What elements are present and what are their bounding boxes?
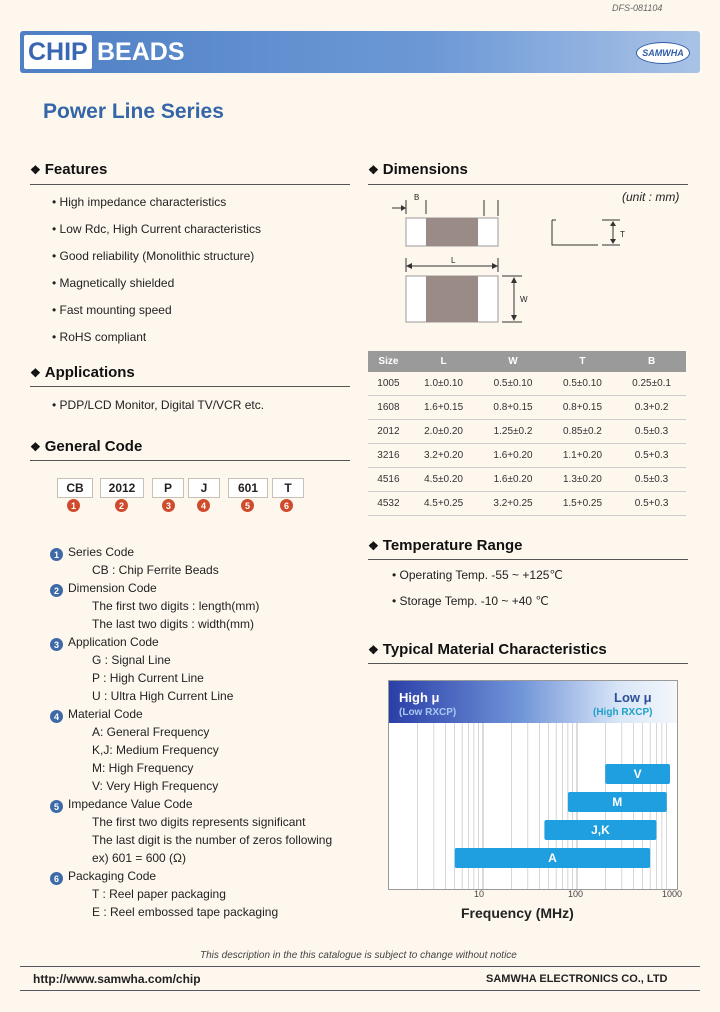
logo-text: SAMWHA xyxy=(642,48,684,58)
temperature-divider xyxy=(368,559,688,560)
chip-top-view xyxy=(392,200,498,246)
dimensions-unit: (unit : mm) xyxy=(622,190,680,204)
features-heading xyxy=(30,161,107,178)
header-beads-label: BEADS xyxy=(97,38,185,66)
entry-heading: Dimension Code xyxy=(68,581,157,595)
table-cell: 1.6±0.20 xyxy=(478,468,547,492)
column-header: W xyxy=(478,351,547,372)
features-divider xyxy=(30,184,350,185)
header-chip-label: CHIP xyxy=(24,35,92,69)
temperature-title: Temperature Range xyxy=(382,537,523,554)
column-header: T xyxy=(548,351,617,372)
frequency-axis-label: Frequency (MHz) xyxy=(461,905,574,921)
feature-item-text: Fast mounting speed xyxy=(59,303,172,317)
entry-detail: V: Very High Frequency xyxy=(92,779,219,793)
feature-item xyxy=(52,249,254,263)
bullet: • xyxy=(52,195,60,209)
diamond-bullet-icon: ❖ xyxy=(30,366,41,380)
table-row xyxy=(368,420,686,444)
entry-detail: The first two digits : length(mm) xyxy=(92,599,260,613)
table-cell: 2.0±0.20 xyxy=(409,420,478,444)
application-item-text: PDP/LCD Monitor, Digital TV/VCR etc. xyxy=(59,398,265,412)
table-cell: 1.6+0.20 xyxy=(478,444,547,468)
entry-detail: P : High Current Line xyxy=(92,671,204,685)
material-heading xyxy=(368,641,607,658)
label-w: W xyxy=(520,295,528,304)
label-b: B xyxy=(414,193,420,202)
table-cell: 0.3+0.2 xyxy=(617,396,686,420)
entry-detail: ex) 601 = 600 (Ω) xyxy=(92,851,187,865)
feature-item-text: Good reliability (Monolithic structure) xyxy=(59,249,255,263)
feature-item xyxy=(52,303,172,317)
feature-item xyxy=(52,276,174,290)
temperature-heading xyxy=(368,537,523,554)
table-cell: 0.25±0.1 xyxy=(617,372,686,396)
table-row xyxy=(368,444,686,468)
operating-temp: • Operating Temp. -55 ~ +125℃ xyxy=(392,568,563,582)
samwha-logo xyxy=(636,42,690,64)
table-cell: 0.5+0.3 xyxy=(617,492,686,516)
table-cell: 4532 xyxy=(368,492,409,516)
dimensions-table-body xyxy=(368,372,686,516)
column-header: L xyxy=(409,351,478,372)
application-item: • PDP/LCD Monitor, Digital TV/VCR etc. xyxy=(52,398,265,412)
operating-temp-text: Operating Temp. -55 ~ +125℃ xyxy=(399,568,563,582)
general-code-divider xyxy=(30,460,350,461)
dimensions-heading xyxy=(368,161,468,178)
feature-item-text: Magnetically shielded xyxy=(59,276,175,290)
low-rxcp-label: (Low RXCP) xyxy=(399,707,457,718)
material-title: Typical Material Characteristics xyxy=(382,641,607,658)
entry-detail: T : Reel paper packaging xyxy=(92,887,226,901)
entry-number-6: 6 xyxy=(50,872,63,885)
material-chart xyxy=(388,680,678,890)
feature-item-text: Low Rdc, High Current characteristics xyxy=(59,222,261,236)
general-code-heading xyxy=(30,438,142,455)
entry-detail: A: General Frequency xyxy=(92,725,210,739)
feature-item xyxy=(52,222,261,236)
table-row xyxy=(368,468,686,492)
entry-heading: Impedance Value Code xyxy=(68,797,193,811)
diamond-bullet-icon: ❖ xyxy=(30,163,41,177)
table-cell: 0.5±0.3 xyxy=(617,420,686,444)
applications-divider xyxy=(30,386,350,387)
storage-temp: • Storage Temp. -10 ~ +40 ℃ xyxy=(392,594,549,608)
table-cell: 0.85±0.2 xyxy=(548,420,617,444)
entry-detail: K,J: Medium Frequency xyxy=(92,743,219,757)
entry-heading: Packaging Code xyxy=(68,869,157,883)
bullet: • xyxy=(52,276,60,290)
chart-bar-label: A xyxy=(548,851,557,865)
bullet: • xyxy=(52,303,60,317)
footer-rule-top xyxy=(20,966,700,967)
x-tick-label: 100 xyxy=(568,889,584,899)
entry-detail: The last two digits : width(mm) xyxy=(92,617,255,631)
dimensions-table-header xyxy=(368,351,686,372)
table-cell: 1608 xyxy=(368,396,409,420)
chart-bar-label: J,K xyxy=(591,823,610,837)
dimension-drawing xyxy=(380,190,640,330)
dimensions-table xyxy=(368,351,686,516)
document-code: DFS-081104 xyxy=(612,3,663,13)
general-code-title: General Code xyxy=(44,438,143,455)
entry-heading: Application Code xyxy=(68,635,159,649)
low-mu-label: Low μ xyxy=(614,690,652,705)
diamond-bullet-icon: ❖ xyxy=(368,539,379,553)
entry-heading: Material Code xyxy=(68,707,143,721)
code-number-4: 4 xyxy=(197,499,210,512)
code-box-application: P xyxy=(152,478,184,498)
table-cell: 1.25±0.2 xyxy=(478,420,547,444)
website-link[interactable]: http://www.samwha.com/chip xyxy=(33,972,201,986)
code-number-5: 5 xyxy=(241,499,254,512)
entry-heading: Series Code xyxy=(68,545,135,559)
x-tick-label: 10 xyxy=(474,889,485,899)
entry-detail: E : Reel embossed tape packaging xyxy=(92,905,279,919)
code-box-packaging: T xyxy=(272,478,304,498)
chip-bottom-view xyxy=(406,276,522,322)
high-mu-label: High μ xyxy=(399,690,440,705)
entry-detail: G : Signal Line xyxy=(92,653,171,667)
table-cell: 0.8+0.15 xyxy=(478,396,547,420)
chart-bar-label: V xyxy=(633,767,642,781)
diamond-bullet-icon: ❖ xyxy=(368,643,379,657)
code-box-material: J xyxy=(188,478,220,498)
applications-title: Applications xyxy=(44,364,135,381)
table-cell: 0.5±0.10 xyxy=(548,372,617,396)
material-divider xyxy=(368,663,688,664)
feature-item-text: RoHS compliant xyxy=(59,330,147,344)
x-tick-label: 1000 xyxy=(662,889,683,899)
series-title: Power Line Series xyxy=(43,100,224,123)
change-notice: This description in the this catalogue is subject to change without notice xyxy=(200,950,517,961)
table-cell: 1.1+0.20 xyxy=(548,444,617,468)
table-cell: 1.0±0.10 xyxy=(409,372,478,396)
entry-detail: M: High Frequency xyxy=(92,761,194,775)
company-name: SAMWHA ELECTRONICS CO., LTD xyxy=(486,973,668,985)
table-cell: 2012 xyxy=(368,420,409,444)
table-cell: 4516 xyxy=(368,468,409,492)
high-rxcp-label: (High RXCP) xyxy=(593,707,653,718)
table-cell: 1.3±0.20 xyxy=(548,468,617,492)
code-number-3: 3 xyxy=(162,499,175,512)
table-cell: 0.5+0.3 xyxy=(617,444,686,468)
entry-detail: CB : Chip Ferrite Beads xyxy=(92,563,219,577)
table-cell: 4.5±0.20 xyxy=(409,468,478,492)
features-title: Features xyxy=(44,161,108,178)
feature-item xyxy=(52,195,226,209)
table-cell: 1005 xyxy=(368,372,409,396)
code-number-6: 6 xyxy=(280,499,293,512)
storage-temp-text: Storage Temp. -10 ~ +40 ℃ xyxy=(399,594,549,608)
feature-item-text: High impedance characteristics xyxy=(59,195,227,209)
diamond-bullet-icon: ❖ xyxy=(368,163,379,177)
entry-number-2: 2 xyxy=(50,584,63,597)
diamond-bullet-icon: ❖ xyxy=(30,440,41,454)
table-row xyxy=(368,396,686,420)
column-header: B xyxy=(617,351,686,372)
table-cell: 0.5±0.10 xyxy=(478,372,547,396)
code-number-2: 2 xyxy=(115,499,128,512)
code-box-dimension: 2012 xyxy=(100,478,144,498)
bullet: • xyxy=(52,249,60,263)
entry-detail: The last digit is the number of zeros following xyxy=(92,833,333,847)
chart-bar-label: M xyxy=(612,795,623,809)
dimensions-divider xyxy=(368,184,688,185)
table-cell: 0.8+0.15 xyxy=(548,396,617,420)
dimensions-title: Dimensions xyxy=(382,161,468,178)
table-row xyxy=(368,492,686,516)
footer-rule-bottom xyxy=(20,990,700,991)
entry-detail: The first two digits represents significant xyxy=(92,815,306,829)
label-t: T xyxy=(620,230,625,239)
entry-detail: U : Ultra High Current Line xyxy=(92,689,234,703)
entry-number-4: 4 xyxy=(50,710,63,723)
code-number-1: 1 xyxy=(67,499,80,512)
code-box-series: CB xyxy=(57,478,93,498)
feature-item xyxy=(52,330,146,344)
table-cell: 3216 xyxy=(368,444,409,468)
label-l: L xyxy=(451,256,456,265)
code-box-impedance: 601 xyxy=(228,478,268,498)
table-cell: 3.2+0.20 xyxy=(409,444,478,468)
column-header: Size xyxy=(368,351,409,372)
applications-heading xyxy=(30,364,135,381)
bullet: • xyxy=(52,330,60,344)
table-row xyxy=(368,372,686,396)
entry-number-3: 3 xyxy=(50,638,63,651)
table-cell: 0.5±0.3 xyxy=(617,468,686,492)
table-cell: 1.5+0.25 xyxy=(548,492,617,516)
bullet: • xyxy=(52,222,60,236)
table-cell: 3.2+0.25 xyxy=(478,492,547,516)
table-cell: 1.6+0.15 xyxy=(409,396,478,420)
entry-number-5: 5 xyxy=(50,800,63,813)
chip-side-view xyxy=(552,220,620,245)
entry-number-1: 1 xyxy=(50,548,63,561)
table-cell: 4.5+0.25 xyxy=(409,492,478,516)
